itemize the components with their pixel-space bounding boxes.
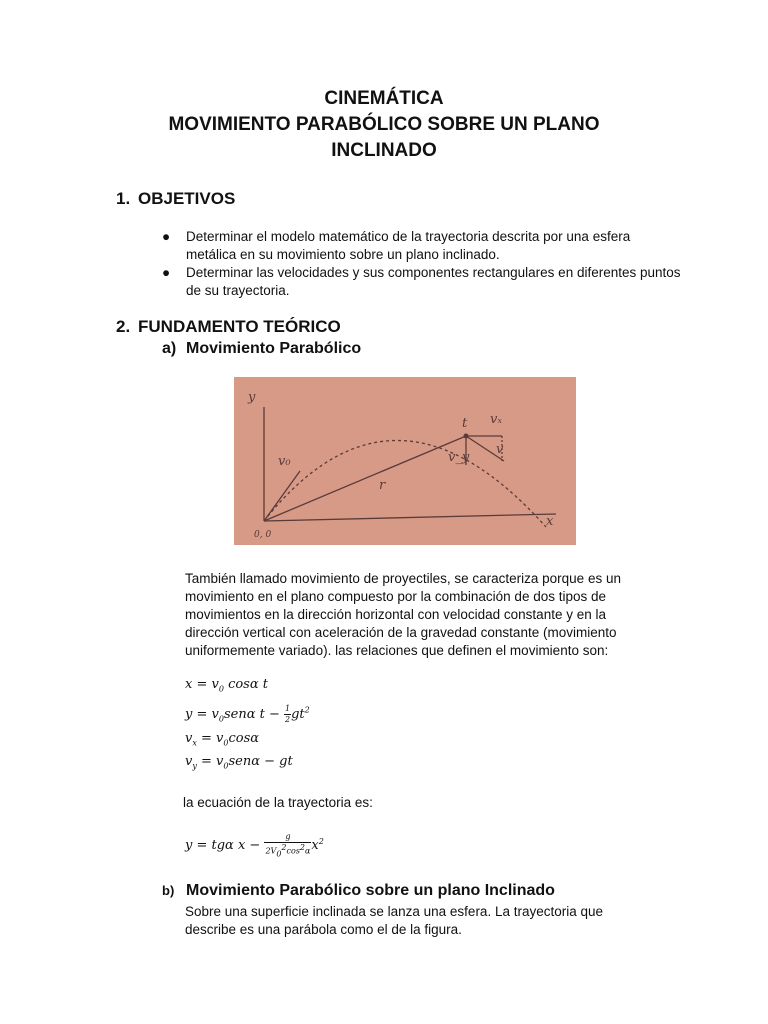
label-v: v: [496, 442, 504, 457]
trajectory-intro: la ecuación de la trayectoria es:: [183, 795, 373, 810]
objective-text-1: Determinar el modelo matemático de la trayectoria descrita por una esfera metálica en su movimiento sobre un plano inclinado.: [186, 229, 631, 262]
bullet-icon: ●: [162, 229, 171, 244]
label-t: t: [462, 416, 468, 431]
title-line-2: MOVIMIENTO PARABÓLICO SOBRE UN PLANO: [168, 114, 600, 135]
title-line-3: INCLINADO: [331, 140, 437, 161]
equation-x: $x = v_0$ cosα t: [185, 677, 268, 694]
section-1-heading: [116, 189, 235, 209]
bullet-icon: ●: [162, 265, 171, 280]
subsection-b-heading: [162, 882, 555, 900]
section-1-title: OBJETIVOS: [138, 189, 236, 208]
label-origin: 0, 0: [254, 530, 272, 540]
equation-vx: $v_x = v_0\cos\alpha$: [185, 731, 260, 748]
subsection-b-title: Movimiento Parabólico sobre un plano Inclinado: [186, 882, 555, 899]
list-item: [162, 228, 682, 264]
objective-text-2: Determinar las velocidades y sus componentes rectangulares en diferentes puntos de su trayectoria.: [186, 265, 681, 298]
section-2-title: FUNDAMENTO TEÓRICO: [138, 317, 341, 336]
label-y: y: [248, 390, 256, 405]
subsection-b-text: Sobre una superficie inclinada se lanza una esfera. La trayectoria que describe es una parábola como el de la figura.: [185, 904, 604, 937]
projectile-diagram: [234, 377, 576, 545]
equation-vy: $v_y = v_0sen\alpha$ − gt: [185, 754, 293, 771]
equation-y: $y = v_0sen\alpha$ t − $\frac{1}{2}$ $gt^2$: [185, 704, 310, 724]
description-paragraph: También llamado movimiento de proyectiles, se caracteriza porque es un movimiento en el plano compuesto por la combinación de dos tipos de movimientos en la dirección horizontal con velocidad constante y en la dirección vertical con aceleración de la gravedad constante (movimiento uniformemente variado). las relaciones que definen el movimiento son:: [185, 571, 621, 658]
label-v0: v₀: [278, 454, 291, 469]
label-r: r: [379, 478, 386, 493]
title-line-1: CINEMÁTICA: [324, 88, 444, 109]
section-1-number: 1.: [116, 189, 131, 208]
section-2-heading: [116, 317, 341, 337]
label-vx: vₓ: [490, 412, 502, 427]
label-vy: v_y: [448, 450, 470, 465]
label-x: x: [546, 514, 554, 529]
subsection-a-label: a): [162, 340, 177, 357]
document-title: [0, 86, 768, 164]
subsection-a-title: Movimiento Parabólico: [186, 340, 362, 357]
list-item: [162, 264, 682, 300]
objectives-list: [162, 228, 682, 300]
point-marker: [464, 434, 469, 439]
subsection-a-heading: [162, 340, 361, 358]
subsection-b-label: b): [162, 883, 175, 898]
equation-trajectory: y = tgα x − $\frac{g}{2V_0^2\cos^2\alpha}$ $x^2$: [185, 832, 324, 859]
section-2-number: 2.: [116, 317, 131, 336]
